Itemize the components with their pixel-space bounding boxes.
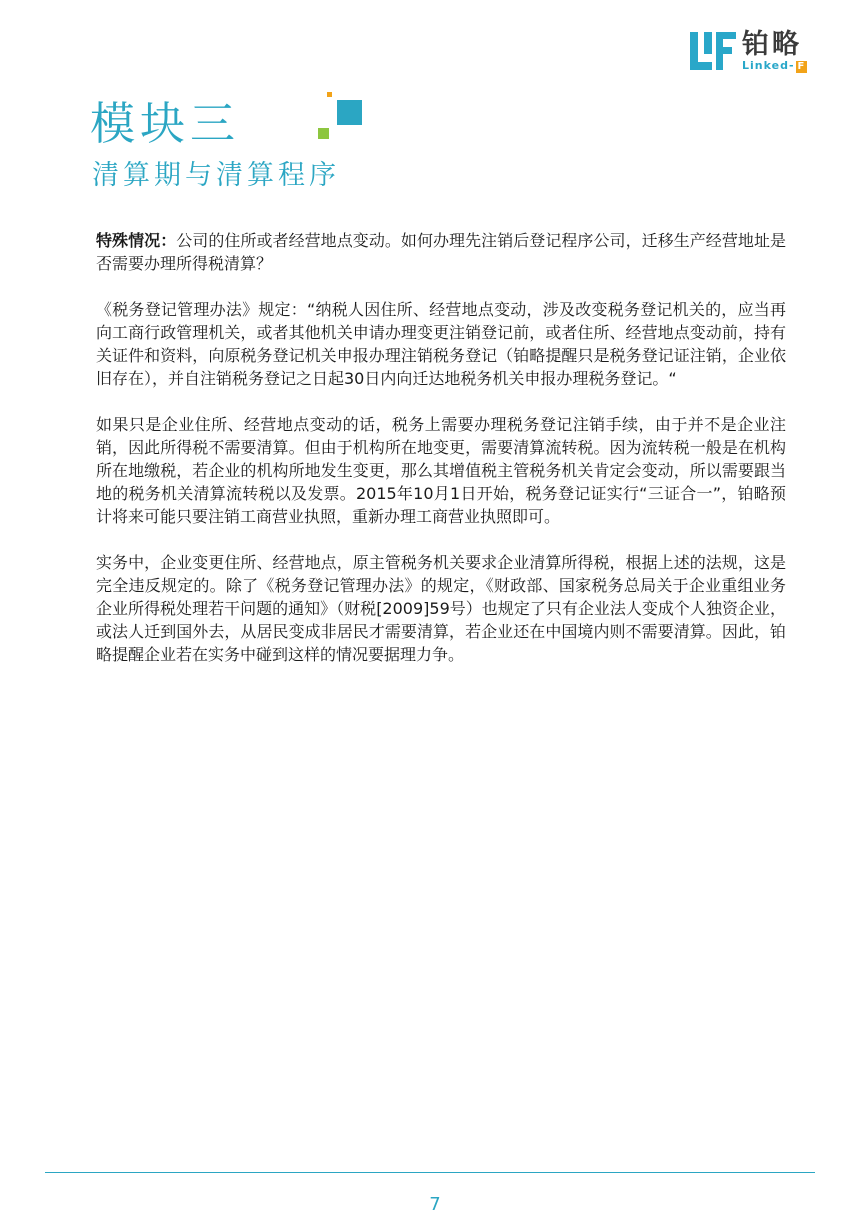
- article-body: [96, 229, 786, 689]
- special-case-paragraph: [96, 229, 786, 275]
- deco-square-orange: [327, 92, 332, 97]
- special-case-text: 公司的住所或者经营地点变动。如何办理先注销后登记程序公司，迁移生产经营地址是否需要办理所得税清算？: [96, 231, 786, 273]
- deco-square-green: [318, 128, 329, 139]
- analysis-paragraph: 如果只是企业住所、经营地点变动的话，税务上需要办理税务登记注销手续，由于并不是企业注销，因此所得税不需要清算。但由于机构所在地变更，需要清算流转税。因为流转税一般是在机构所在地缴税，若企业的机构所地发生变更，那么其增值税主管税务机关肯定会变动，所以需要跟当地的税务机关清算流转税以及发票。2015年10月1日开始，税务登记证实行“三证合一”，铂略预计将来可能只要注销工商营业执照，重新办理工商营业执照即可。: [96, 415, 786, 526]
- decorative-squares-icon: [315, 90, 367, 144]
- footer-divider: [45, 1172, 815, 1173]
- module-subtitle: 清算期与清算程序: [92, 160, 340, 191]
- brand-logo: [690, 30, 820, 74]
- practice-paragraph: 实务中，企业变更住所、经营地点，原主管税务机关要求企业清算所得税，根据上述的法规，这是完全违反规定的。除了《税务登记管理办法》的规定，《财政部、国家税务总局关于企业重组业务企业所得税处理若干问题的通知》（财税[2009]59号）也规定了只有企业法人变成个人独资企业，或法人迁到国外去，从居民变成非居民才需要清算，若企业还在中国境内则不需要清算。因此，铂略提醒企业若在实务中碰到这样的情况要据理力争。: [96, 553, 786, 664]
- logo-name-en-text: Linked-: [742, 59, 795, 72]
- logo-name-en-badge: F: [797, 61, 806, 72]
- linked-f-logo-icon: [690, 30, 736, 72]
- page-number: 7: [429, 1194, 441, 1215]
- logo-name-cn: 铂略: [742, 29, 802, 60]
- regulation-paragraph: 《税务登记管理办法》规定：“纳税人因住所、经营地点变动，涉及改变税务登记机关的，应当再向工商行政管理机关，或者其他机关申请办理变更注销登记前，或者住所、经营地点变动前，持有关证件和资料，向原税务登记机关申报办理注销税务登记（铂略提醒只是税务登记证注销，企业依旧存在），并自注销税务登记之日起30日内向迁达地税务机关申报办理税务登记。“: [96, 300, 786, 388]
- special-case-label: 特殊情况：: [96, 231, 177, 250]
- logo-name-en: [742, 59, 807, 73]
- deco-square-teal: [337, 100, 362, 125]
- module-title: 模块三: [90, 97, 241, 150]
